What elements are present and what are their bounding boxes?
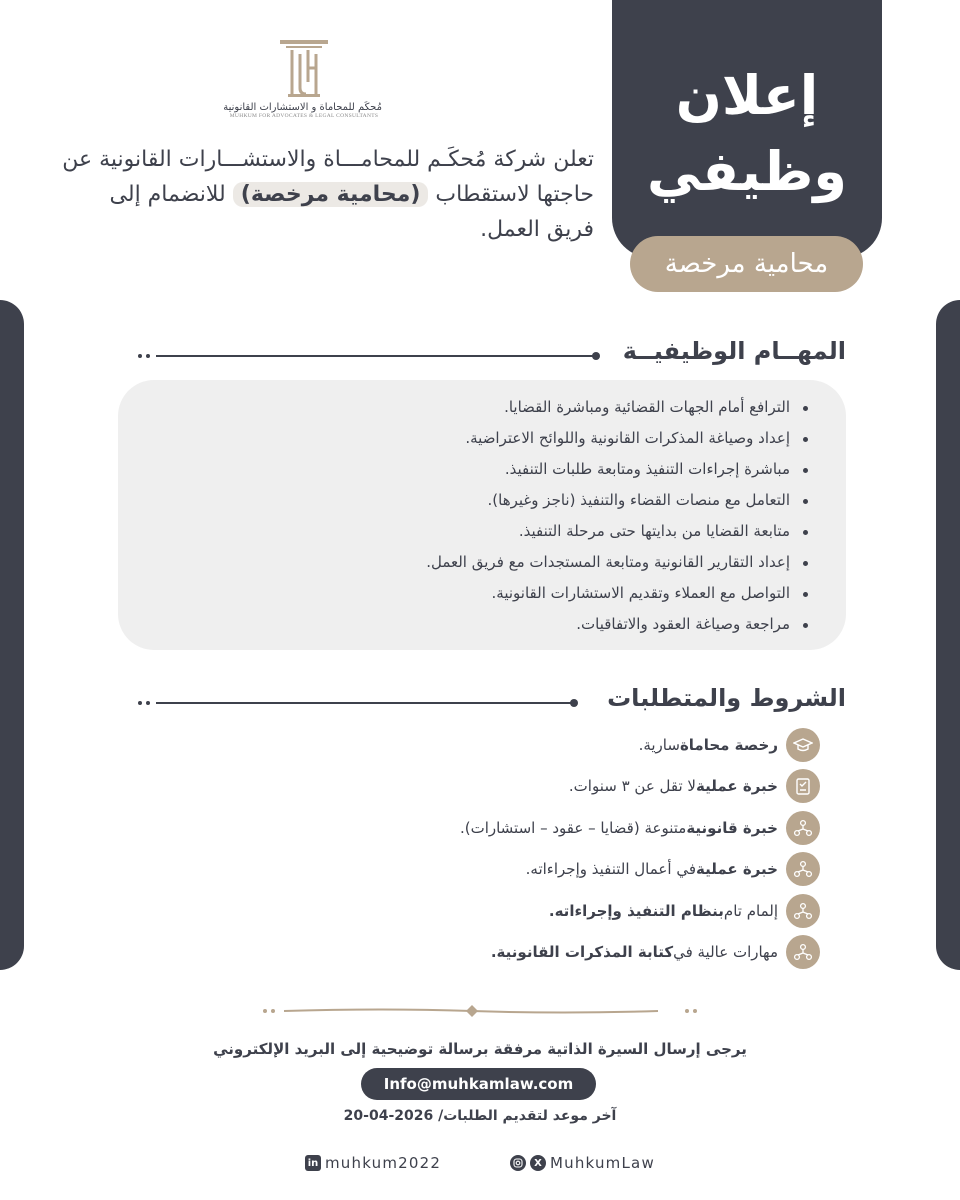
requirements-divider-tiny-dot bbox=[146, 701, 150, 705]
requirement-text: في أعمال التنفيذ وإجراءاته. bbox=[525, 860, 696, 879]
requirements-title: الشروط والمتطلبات bbox=[607, 684, 846, 712]
task-item: إعداد وصياغة المذكرات القانونية واللوائح الاعتراضية. bbox=[148, 423, 790, 454]
email-link[interactable]: Info@muhkamlaw.com bbox=[361, 1068, 596, 1100]
position-pill: محامية مرخصة bbox=[630, 236, 863, 292]
tasks-divider-tiny-dot bbox=[146, 354, 150, 358]
clipboard-check-icon bbox=[786, 769, 820, 803]
network-icon bbox=[786, 852, 820, 886]
requirement-item bbox=[200, 807, 820, 849]
hero-title-line1: إعلان bbox=[675, 64, 819, 127]
intro-text-before: تعلن شركة مُحكَـم للمحامـــاة والاستشـــارات القانونية عن حاجتها لاستقطاب bbox=[62, 147, 594, 207]
requirements-divider-dot bbox=[570, 699, 578, 707]
requirement-bold: خبرة قانونية bbox=[686, 818, 778, 837]
task-item: متابعة القضايا من بدايتها حتى مرحلة التنفيذ. bbox=[148, 516, 790, 547]
linkedin-handle-text: muhkum2022 bbox=[325, 1154, 442, 1172]
tasks-section-header bbox=[136, 337, 846, 371]
task-item: التواصل مع العملاء وتقديم الاستشارات القانونية. bbox=[148, 578, 790, 609]
requirement-bold: خبرة عملية bbox=[696, 777, 778, 796]
intro-text-after: للانضمام إلى فريق العمل. bbox=[109, 182, 594, 242]
requirement-item bbox=[200, 932, 820, 974]
linkedin-handle[interactable] bbox=[305, 1152, 441, 1174]
x-icon: X bbox=[530, 1155, 546, 1171]
right-decor-bar bbox=[936, 300, 960, 970]
requirement-text: إلمام تام bbox=[723, 901, 778, 920]
x-instagram-handle[interactable] bbox=[510, 1152, 655, 1174]
network-icon bbox=[786, 894, 820, 928]
requirement-bold: كتابة المذكرات القانونية. bbox=[490, 943, 674, 962]
logo-mark-icon bbox=[278, 38, 330, 100]
tasks-divider-line bbox=[156, 355, 596, 357]
hero-title-line2: وظيفي bbox=[647, 140, 847, 203]
instagram-icon bbox=[510, 1155, 526, 1171]
task-item: الترافع أمام الجهات القضائية ومباشرة القضايا. bbox=[148, 392, 790, 423]
graduation-cap-icon bbox=[786, 728, 820, 762]
requirements-section-header bbox=[136, 684, 846, 718]
requirement-item bbox=[200, 890, 820, 932]
requirement-item bbox=[200, 849, 820, 891]
requirements-divider-line bbox=[156, 702, 574, 704]
requirement-text: لا تقل عن ٣ سنوات. bbox=[568, 777, 696, 796]
tasks-title: المهــام الوظيفيــة bbox=[622, 337, 846, 365]
task-item: مباشرة إجراءات التنفيذ ومتابعة طلبات التنفيذ. bbox=[148, 454, 790, 485]
requirement-bold: بنظام التنفيذ وإجراءاته. bbox=[548, 901, 724, 920]
hero-title bbox=[612, 58, 882, 210]
tasks-divider-dot bbox=[592, 352, 600, 360]
requirements-list bbox=[200, 724, 820, 973]
company-logo bbox=[223, 38, 382, 124]
task-item: التعامل مع منصات القضاء والتنفيذ (ناجز وغيرها). bbox=[148, 485, 790, 516]
requirement-item bbox=[200, 724, 820, 766]
task-item: مراجعة وصياغة العقود والاتفاقيات. bbox=[148, 609, 790, 640]
x-instagram-handle-text: MuhkumLaw bbox=[550, 1154, 655, 1172]
logo-arabic-name: مُحكَم للمحاماة و الاستشارات القانونية bbox=[223, 102, 382, 113]
tasks-divider-tiny-dot bbox=[138, 354, 142, 358]
linkedin-icon: in bbox=[305, 1155, 321, 1171]
network-icon bbox=[786, 935, 820, 969]
tasks-panel bbox=[118, 380, 846, 650]
requirement-bold: خبرة عملية bbox=[696, 860, 778, 879]
deadline-text: آخر موعد لتقديم الطلبات/ 2026-04-20 bbox=[343, 1108, 617, 1124]
requirement-text: متنوعة (قضايا – عقود – استشارات). bbox=[459, 818, 687, 837]
cv-instruction: يرجى إرسال السيرة الذاتية مرفقة برسالة توضيحية إلى البريد الإلكتروني bbox=[213, 1040, 747, 1058]
network-icon bbox=[786, 811, 820, 845]
intro-paragraph bbox=[60, 142, 594, 247]
requirement-bold: رخصة محاماة bbox=[679, 735, 778, 754]
requirement-item bbox=[200, 766, 820, 808]
left-decor-bar bbox=[0, 300, 24, 970]
requirement-text: مهارات عالية في bbox=[673, 943, 778, 962]
footer-divider bbox=[262, 1003, 698, 1019]
requirement-text: سارية. bbox=[638, 735, 680, 754]
logo-english-name: MUHKUM FOR ADVOCATES & LEGAL CONSULTANTS bbox=[229, 113, 379, 119]
task-item: إعداد التقارير القانونية ومتابعة المستجدات مع فريق العمل. bbox=[148, 547, 790, 578]
requirements-divider-tiny-dot bbox=[138, 701, 142, 705]
intro-highlight: (محامية مرخصة) bbox=[233, 182, 429, 207]
